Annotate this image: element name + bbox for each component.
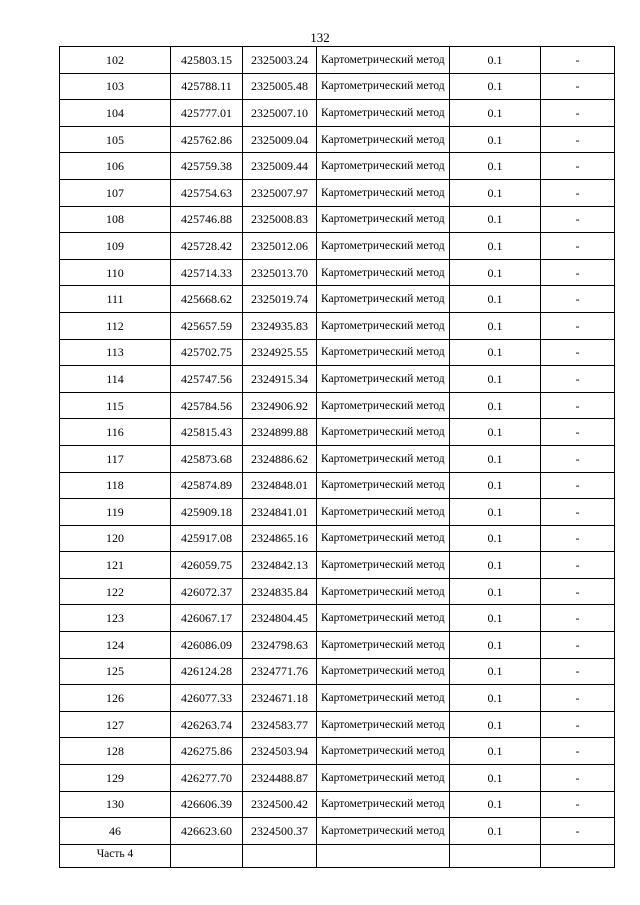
point-number-cell: 130 bbox=[60, 791, 171, 818]
table-row bbox=[60, 179, 615, 206]
table-row bbox=[60, 419, 615, 446]
y-coordinate-cell: 2324804.45 bbox=[243, 605, 317, 632]
accuracy-cell: 0.1 bbox=[450, 632, 541, 659]
accuracy-cell: 0.1 bbox=[450, 233, 541, 260]
note-cell: - bbox=[541, 339, 615, 366]
empty-cell bbox=[171, 844, 243, 867]
method-cell: Картометрический метод bbox=[317, 366, 450, 393]
point-number-cell: 124 bbox=[60, 632, 171, 659]
x-coordinate-cell: 426059.75 bbox=[171, 552, 243, 579]
table-row bbox=[60, 233, 615, 260]
point-number-cell: 115 bbox=[60, 392, 171, 419]
method-cell: Картометрический метод bbox=[317, 312, 450, 339]
accuracy-cell: 0.1 bbox=[450, 552, 541, 579]
y-coordinate-cell: 2324906.92 bbox=[243, 392, 317, 419]
method-cell: Картометрический метод bbox=[317, 632, 450, 659]
table-row bbox=[60, 126, 615, 153]
x-coordinate-cell: 426124.28 bbox=[171, 658, 243, 685]
table-row bbox=[60, 711, 615, 738]
table-row bbox=[60, 312, 615, 339]
accuracy-cell: 0.1 bbox=[450, 259, 541, 286]
y-coordinate-cell: 2325012.06 bbox=[243, 233, 317, 260]
x-coordinate-cell: 425873.68 bbox=[171, 445, 243, 472]
note-cell: - bbox=[541, 153, 615, 180]
method-cell: Картометрический метод bbox=[317, 791, 450, 818]
note-cell: - bbox=[541, 126, 615, 153]
table-row bbox=[60, 47, 615, 74]
y-coordinate-cell: 2325019.74 bbox=[243, 286, 317, 313]
method-cell: Картометрический метод bbox=[317, 419, 450, 446]
table-row bbox=[60, 472, 615, 499]
part-row bbox=[60, 844, 615, 867]
x-coordinate-cell: 425815.43 bbox=[171, 419, 243, 446]
accuracy-cell: 0.1 bbox=[450, 206, 541, 233]
point-number-cell: 104 bbox=[60, 100, 171, 127]
accuracy-cell: 0.1 bbox=[450, 366, 541, 393]
table-row bbox=[60, 791, 615, 818]
method-cell: Картометрический метод bbox=[317, 685, 450, 712]
point-number-cell: 46 bbox=[60, 818, 171, 845]
table-row bbox=[60, 100, 615, 127]
x-coordinate-cell: 426275.86 bbox=[171, 738, 243, 765]
x-coordinate-cell: 425702.75 bbox=[171, 339, 243, 366]
x-coordinate-cell: 426623.60 bbox=[171, 818, 243, 845]
x-coordinate-cell: 425762.86 bbox=[171, 126, 243, 153]
method-cell: Картометрический метод bbox=[317, 392, 450, 419]
point-number-cell: 119 bbox=[60, 499, 171, 526]
part-label: Часть 4 bbox=[60, 844, 171, 867]
y-coordinate-cell: 2325003.24 bbox=[243, 47, 317, 74]
method-cell: Картометрический метод bbox=[317, 578, 450, 605]
table-row bbox=[60, 552, 615, 579]
table-row bbox=[60, 685, 615, 712]
accuracy-cell: 0.1 bbox=[450, 472, 541, 499]
note-cell: - bbox=[541, 632, 615, 659]
method-cell: Картометрический метод bbox=[317, 153, 450, 180]
y-coordinate-cell: 2324771.76 bbox=[243, 658, 317, 685]
method-cell: Картометрический метод bbox=[317, 525, 450, 552]
empty-cell bbox=[243, 844, 317, 867]
method-cell: Картометрический метод bbox=[317, 206, 450, 233]
table-row bbox=[60, 445, 615, 472]
x-coordinate-cell: 426067.17 bbox=[171, 605, 243, 632]
accuracy-cell: 0.1 bbox=[450, 339, 541, 366]
table-row bbox=[60, 605, 615, 632]
y-coordinate-cell: 2324583.77 bbox=[243, 711, 317, 738]
method-cell: Картометрический метод bbox=[317, 605, 450, 632]
method-cell: Картометрический метод bbox=[317, 73, 450, 100]
accuracy-cell: 0.1 bbox=[450, 765, 541, 792]
y-coordinate-cell: 2324503.94 bbox=[243, 738, 317, 765]
x-coordinate-cell: 425777.01 bbox=[171, 100, 243, 127]
point-number-cell: 123 bbox=[60, 605, 171, 632]
x-coordinate-cell: 425917.08 bbox=[171, 525, 243, 552]
point-number-cell: 102 bbox=[60, 47, 171, 74]
x-coordinate-cell: 425657.59 bbox=[171, 312, 243, 339]
note-cell: - bbox=[541, 711, 615, 738]
x-coordinate-cell: 425747.56 bbox=[171, 366, 243, 393]
method-cell: Картометрический метод bbox=[317, 179, 450, 206]
y-coordinate-cell: 2325009.04 bbox=[243, 126, 317, 153]
accuracy-cell: 0.1 bbox=[450, 73, 541, 100]
y-coordinate-cell: 2324886.62 bbox=[243, 445, 317, 472]
y-coordinate-cell: 2325007.97 bbox=[243, 179, 317, 206]
x-coordinate-cell: 426086.09 bbox=[171, 632, 243, 659]
point-number-cell: 113 bbox=[60, 339, 171, 366]
table-row bbox=[60, 765, 615, 792]
point-number-cell: 103 bbox=[60, 73, 171, 100]
point-number-cell: 117 bbox=[60, 445, 171, 472]
table-row bbox=[60, 153, 615, 180]
note-cell: - bbox=[541, 525, 615, 552]
accuracy-cell: 0.1 bbox=[450, 685, 541, 712]
note-cell: - bbox=[541, 73, 615, 100]
note-cell: - bbox=[541, 392, 615, 419]
method-cell: Картометрический метод bbox=[317, 259, 450, 286]
note-cell: - bbox=[541, 233, 615, 260]
table-row bbox=[60, 286, 615, 313]
y-coordinate-cell: 2325007.10 bbox=[243, 100, 317, 127]
x-coordinate-cell: 425754.63 bbox=[171, 179, 243, 206]
method-cell: Картометрический метод bbox=[317, 339, 450, 366]
accuracy-cell: 0.1 bbox=[450, 126, 541, 153]
point-number-cell: 122 bbox=[60, 578, 171, 605]
note-cell: - bbox=[541, 818, 615, 845]
y-coordinate-cell: 2324935.83 bbox=[243, 312, 317, 339]
table-row bbox=[60, 818, 615, 845]
accuracy-cell: 0.1 bbox=[450, 605, 541, 632]
point-number-cell: 108 bbox=[60, 206, 171, 233]
note-cell: - bbox=[541, 685, 615, 712]
y-coordinate-cell: 2324925.55 bbox=[243, 339, 317, 366]
x-coordinate-cell: 425803.15 bbox=[171, 47, 243, 74]
accuracy-cell: 0.1 bbox=[450, 100, 541, 127]
x-coordinate-cell: 425746.88 bbox=[171, 206, 243, 233]
method-cell: Картометрический метод bbox=[317, 47, 450, 74]
x-coordinate-cell: 425668.62 bbox=[171, 286, 243, 313]
x-coordinate-cell: 426072.37 bbox=[171, 578, 243, 605]
point-number-cell: 127 bbox=[60, 711, 171, 738]
accuracy-cell: 0.1 bbox=[450, 818, 541, 845]
y-coordinate-cell: 2324848.01 bbox=[243, 472, 317, 499]
x-coordinate-cell: 425728.42 bbox=[171, 233, 243, 260]
point-number-cell: 121 bbox=[60, 552, 171, 579]
method-cell: Картометрический метод bbox=[317, 711, 450, 738]
point-number-cell: 105 bbox=[60, 126, 171, 153]
method-cell: Картометрический метод bbox=[317, 126, 450, 153]
y-coordinate-cell: 2324899.88 bbox=[243, 419, 317, 446]
accuracy-cell: 0.1 bbox=[450, 499, 541, 526]
note-cell: - bbox=[541, 765, 615, 792]
accuracy-cell: 0.1 bbox=[450, 419, 541, 446]
y-coordinate-cell: 2324500.42 bbox=[243, 791, 317, 818]
y-coordinate-cell: 2324835.84 bbox=[243, 578, 317, 605]
x-coordinate-cell: 425759.38 bbox=[171, 153, 243, 180]
empty-cell bbox=[450, 844, 541, 867]
table-row bbox=[60, 525, 615, 552]
accuracy-cell: 0.1 bbox=[450, 312, 541, 339]
y-coordinate-cell: 2324500.37 bbox=[243, 818, 317, 845]
table-row bbox=[60, 632, 615, 659]
point-number-cell: 114 bbox=[60, 366, 171, 393]
method-cell: Картометрический метод bbox=[317, 472, 450, 499]
page-number: 132 bbox=[310, 30, 330, 45]
method-cell: Картометрический метод bbox=[317, 738, 450, 765]
y-coordinate-cell: 2324841.01 bbox=[243, 499, 317, 526]
point-number-cell: 116 bbox=[60, 419, 171, 446]
x-coordinate-cell: 426263.74 bbox=[171, 711, 243, 738]
x-coordinate-cell: 425874.89 bbox=[171, 472, 243, 499]
method-cell: Картометрический метод bbox=[317, 658, 450, 685]
method-cell: Картометрический метод bbox=[317, 100, 450, 127]
note-cell: - bbox=[541, 366, 615, 393]
accuracy-cell: 0.1 bbox=[450, 525, 541, 552]
method-cell: Картометрический метод bbox=[317, 818, 450, 845]
point-number-cell: 109 bbox=[60, 233, 171, 260]
note-cell: - bbox=[541, 552, 615, 579]
accuracy-cell: 0.1 bbox=[450, 711, 541, 738]
accuracy-cell: 0.1 bbox=[450, 578, 541, 605]
point-number-cell: 126 bbox=[60, 685, 171, 712]
accuracy-cell: 0.1 bbox=[450, 153, 541, 180]
y-coordinate-cell: 2324671.18 bbox=[243, 685, 317, 712]
note-cell: - bbox=[541, 179, 615, 206]
table-row bbox=[60, 339, 615, 366]
note-cell: - bbox=[541, 100, 615, 127]
x-coordinate-cell: 426606.39 bbox=[171, 791, 243, 818]
method-cell: Картометрический метод bbox=[317, 286, 450, 313]
coordinates-table-body bbox=[60, 47, 615, 868]
y-coordinate-cell: 2324842.13 bbox=[243, 552, 317, 579]
table-row bbox=[60, 206, 615, 233]
point-number-cell: 107 bbox=[60, 179, 171, 206]
point-number-cell: 106 bbox=[60, 153, 171, 180]
y-coordinate-cell: 2324488.87 bbox=[243, 765, 317, 792]
note-cell: - bbox=[541, 286, 615, 313]
accuracy-cell: 0.1 bbox=[450, 392, 541, 419]
x-coordinate-cell: 426277.70 bbox=[171, 765, 243, 792]
table-row bbox=[60, 738, 615, 765]
note-cell: - bbox=[541, 499, 615, 526]
note-cell: - bbox=[541, 605, 615, 632]
x-coordinate-cell: 425909.18 bbox=[171, 499, 243, 526]
empty-cell bbox=[541, 844, 615, 867]
accuracy-cell: 0.1 bbox=[450, 658, 541, 685]
accuracy-cell: 0.1 bbox=[450, 179, 541, 206]
method-cell: Картометрический метод bbox=[317, 552, 450, 579]
accuracy-cell: 0.1 bbox=[450, 738, 541, 765]
method-cell: Картометрический метод bbox=[317, 445, 450, 472]
empty-cell bbox=[317, 844, 450, 867]
x-coordinate-cell: 425788.11 bbox=[171, 73, 243, 100]
note-cell: - bbox=[541, 791, 615, 818]
note-cell: - bbox=[541, 47, 615, 74]
y-coordinate-cell: 2324865.16 bbox=[243, 525, 317, 552]
table-row bbox=[60, 658, 615, 685]
method-cell: Картометрический метод bbox=[317, 499, 450, 526]
point-number-cell: 112 bbox=[60, 312, 171, 339]
y-coordinate-cell: 2324798.63 bbox=[243, 632, 317, 659]
table-row bbox=[60, 73, 615, 100]
point-number-cell: 110 bbox=[60, 259, 171, 286]
note-cell: - bbox=[541, 259, 615, 286]
y-coordinate-cell: 2325008.83 bbox=[243, 206, 317, 233]
method-cell: Картометрический метод bbox=[317, 765, 450, 792]
table-row bbox=[60, 259, 615, 286]
note-cell: - bbox=[541, 419, 615, 446]
y-coordinate-cell: 2324915.34 bbox=[243, 366, 317, 393]
note-cell: - bbox=[541, 658, 615, 685]
note-cell: - bbox=[541, 578, 615, 605]
point-number-cell: 125 bbox=[60, 658, 171, 685]
point-number-cell: 111 bbox=[60, 286, 171, 313]
table-row bbox=[60, 366, 615, 393]
table-row bbox=[60, 392, 615, 419]
note-cell: - bbox=[541, 738, 615, 765]
table-row bbox=[60, 578, 615, 605]
point-number-cell: 129 bbox=[60, 765, 171, 792]
note-cell: - bbox=[541, 445, 615, 472]
y-coordinate-cell: 2325009.44 bbox=[243, 153, 317, 180]
coordinates-table bbox=[59, 46, 615, 868]
point-number-cell: 118 bbox=[60, 472, 171, 499]
note-cell: - bbox=[541, 472, 615, 499]
accuracy-cell: 0.1 bbox=[450, 791, 541, 818]
method-cell: Картометрический метод bbox=[317, 233, 450, 260]
accuracy-cell: 0.1 bbox=[450, 286, 541, 313]
x-coordinate-cell: 426077.33 bbox=[171, 685, 243, 712]
table-row bbox=[60, 499, 615, 526]
point-number-cell: 120 bbox=[60, 525, 171, 552]
point-number-cell: 128 bbox=[60, 738, 171, 765]
y-coordinate-cell: 2325013.70 bbox=[243, 259, 317, 286]
note-cell: - bbox=[541, 312, 615, 339]
accuracy-cell: 0.1 bbox=[450, 47, 541, 74]
y-coordinate-cell: 2325005.48 bbox=[243, 73, 317, 100]
x-coordinate-cell: 425784.56 bbox=[171, 392, 243, 419]
note-cell: - bbox=[541, 206, 615, 233]
accuracy-cell: 0.1 bbox=[450, 445, 541, 472]
x-coordinate-cell: 425714.33 bbox=[171, 259, 243, 286]
